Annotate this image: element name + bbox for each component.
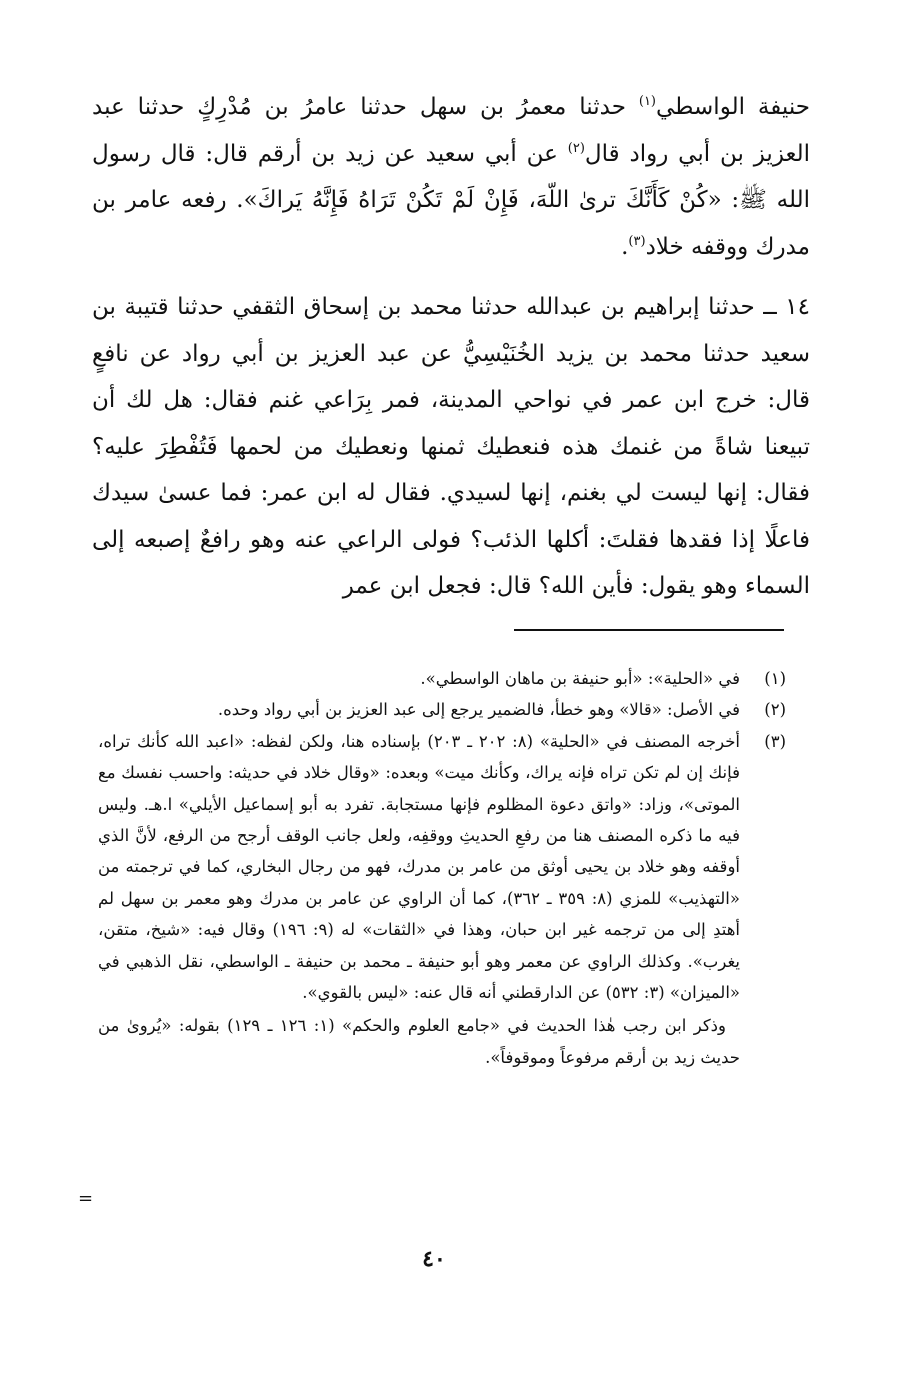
footnote-ref-3: (٣) bbox=[628, 233, 646, 249]
footnote-number: (٢) bbox=[764, 700, 786, 720]
footnote-3 bbox=[98, 726, 786, 1073]
page-number: ٤٠ bbox=[422, 1246, 446, 1272]
footnote-text: في «الحلية»: «أبو حنيفة بن ماهان الواسطي». bbox=[420, 669, 740, 688]
footnote-ref-2: (٢) bbox=[567, 140, 585, 156]
footnote-number: (٣) bbox=[764, 731, 786, 751]
text-segment: . bbox=[621, 233, 629, 260]
footnotes bbox=[98, 663, 786, 1073]
footnote-continuation: وذكر ابن رجب هٰذا الحديث في «جامع العلوم والحكم» (١: ١٢٦ ـ ١٢٩) بقوله: «يُروىٰ من حديث زيد بن أرقم مرفوعاً وموقوفاً». bbox=[98, 1016, 740, 1067]
main-text bbox=[92, 84, 810, 610]
text-segment: حدثنا معمرُ بن سهل حدثنا عامرُ بن مُدْرِكٍ حدثنا عبد العزيز بن أبي رواد قال bbox=[92, 94, 810, 167]
hadith-paragraph bbox=[92, 84, 810, 270]
continuation-mark: = bbox=[78, 1188, 94, 1209]
footnote-divider bbox=[514, 629, 784, 631]
text-segment: حنيفة الواسطي bbox=[656, 94, 810, 120]
footnote-1 bbox=[98, 663, 786, 694]
footnote-2 bbox=[98, 694, 786, 725]
footnote-number: (١) bbox=[764, 669, 786, 688]
footnote-ref-1: (١) bbox=[638, 94, 656, 109]
footnote-body bbox=[98, 726, 740, 1073]
footnote-text: في الأصل: «قالا» وهو خطأ، فالضمير يرجع إلى عبد العزيز بن أبي رواد وحده. bbox=[217, 700, 740, 720]
footnote-text: أخرجه المصنف في «الحلية» (٨: ٢٠٢ ـ ٢٠٣) بإسناده هنا، ولكن لفظه: «اعبد الله كأنك تراه، فإنك إن لم تكن تراه فإنه يراك، وكأنك ميت» وبعده: «وقال خلاد في حديثه: واحسب نفسك مع الموتى»، وزاد: «واتق دعوة المظلوم فإنها مستجابة. تفرد به أبو إسماعيل الأيلي» ا.هـ. وليس فيه ما ذكره المصنف هنا من رفعِ الحديثِ ووقفِه، ولعل جانب الوقف أرجح من الرفع، لأنَّ الذي أوقفه وهو خلاد بن يحيى أوثق من عامر بن مدرك، فهو من رجال البخاري، كما في ترجمته من «التهذيب» للمزي (٨: ٣٥٩ ـ ٣٦٢)، كما أن الراوي عن عامر بن مدرك وهو معمر بن سهل لم أهتدِ إلى من ترجمه غير ابن حبان، وهذا في «الثقات» له (٩: ١٩٦) وقال فيه: «شيخ، متقن، يغرب». وكذلك الراوي عن معمر وهو أبو حنيفة ـ محمد بن حنيفة ـ الواسطي، نقل الذهبي في «الميزان» (٣: ٥٣٢) عن الدارقطني أنه قال عنه: «ليس بالقوي». bbox=[98, 731, 740, 1003]
hadith-paragraph-14: ١٤ ــ حدثنا إبراهيم بن عبدالله حدثنا محمد بن إسحاق الثقفي حدثنا قتيبة بن سعيد حدثنا محمد بن يزيد الخُنَيْسِيُّ عن عبد العزيز بن أبي رواد عن نافعٍ قال: خرج ابن عمر في نواحي المدينة، فمر بِرَاعي غنم فقال: هل لك أن تبيعنا شاةً من غنمك هذه فنعطيك ثمنها ونعطيك من لحمها فَتُفْطِرَ عليه؟ فقال: إنها ليست لي بغنم، إنها لسيدي. فقال له ابن عمر: فما عسىٰ سيدك فاعلًا إذا فقدها فقلتَ: أكلها الذئب؟ فولى الراعي عنه وهو رافعٌ إصبعه إلى السماء وهو يقول: فأين الله؟ قال: فجعل ابن عمر bbox=[92, 294, 810, 599]
text-segment: عن أبي سعيد عن زيد بن أرقم قال: قال رسول الله ﷺ: «كُنْ كَأَنَّكَ ترىٰ اللّهَ، فَإِنْ لَمْ تَكُنْ تَرَاهُ فَإِنَّهُ يَراكَ». رفعه عامر بن مدرك ووقفه خلاد bbox=[92, 140, 810, 260]
